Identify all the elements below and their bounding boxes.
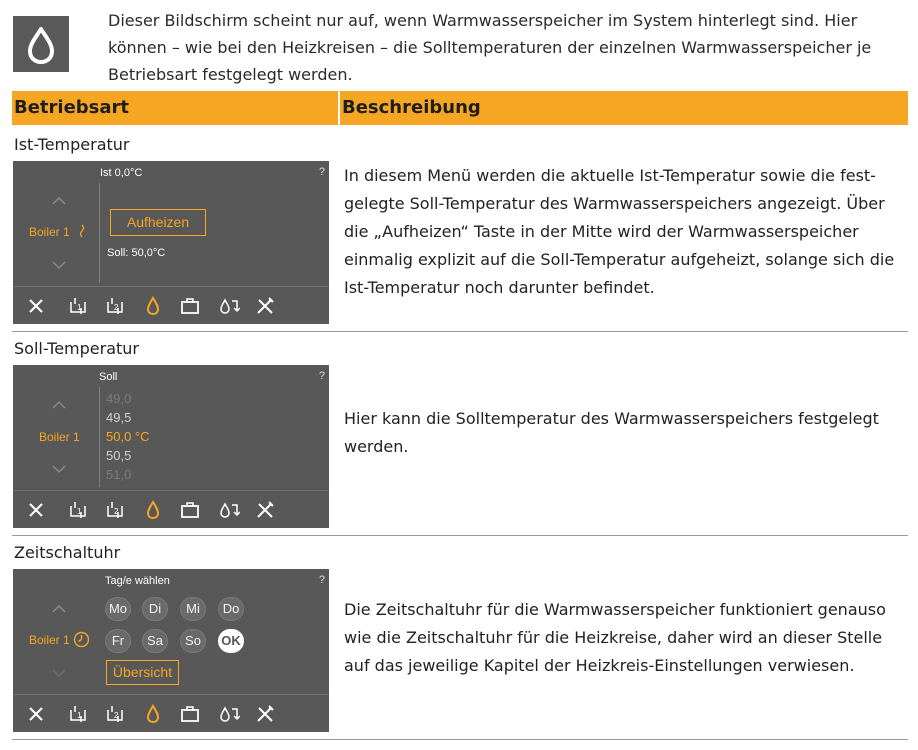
chevron-down-icon[interactable] xyxy=(49,257,69,273)
row-separator xyxy=(12,535,908,536)
day-monday-button[interactable]: Mo xyxy=(105,597,131,621)
device-screen-ist-temperatur xyxy=(13,161,329,324)
clock-icon xyxy=(73,631,90,648)
thermometer-icon xyxy=(77,224,87,238)
close-icon[interactable] xyxy=(25,295,47,317)
svg-text:1: 1 xyxy=(77,303,82,312)
screen-title: Ist 0,0°C xyxy=(100,167,143,179)
hot-water-drop-icon[interactable] xyxy=(142,295,164,317)
help-icon[interactable]: ? xyxy=(318,166,325,178)
bottom-nav-bar xyxy=(13,694,329,732)
water-drop-icon xyxy=(13,16,69,72)
svg-text:1: 1 xyxy=(77,711,82,720)
day-friday-button[interactable]: Fr xyxy=(105,629,131,653)
svg-text:2: 2 xyxy=(114,303,119,312)
heating-circuit-2-icon[interactable] xyxy=(104,499,126,521)
svg-text:1: 1 xyxy=(77,507,82,516)
bottom-nav-bar xyxy=(13,286,329,324)
value-option[interactable]: 49,5 xyxy=(106,410,132,425)
screen-title: Soll xyxy=(99,371,118,383)
holiday-suitcase-icon[interactable] xyxy=(179,703,201,725)
row-title-soll-temperatur: Soll-Temperatur xyxy=(14,339,139,358)
chevron-up-icon[interactable] xyxy=(49,601,69,617)
heating-circuit-2-icon[interactable] xyxy=(104,295,126,317)
day-sunday-button[interactable]: So xyxy=(180,629,206,653)
value-option[interactable]: 50,5 xyxy=(106,448,132,463)
svg-text:2: 2 xyxy=(114,507,119,516)
row-separator xyxy=(12,739,908,740)
close-icon[interactable] xyxy=(25,499,47,521)
drop-arrow-icon[interactable] xyxy=(218,703,240,725)
tools-icon[interactable] xyxy=(254,499,276,521)
heating-circuit-1-icon[interactable] xyxy=(67,295,89,317)
holiday-suitcase-icon[interactable] xyxy=(179,499,201,521)
intro-text: Dieser Bildschirm scheint nur auf, wenn Warmwasserspeicher im System hinterlegt sind. Hier können – wie bei den Heizkreisen – die Solltemperaturen der einzelnen Warmwasserspeicher je Betriebsart festgelegt werden. xyxy=(108,11,872,84)
boiler-label[interactable]: Boiler 1 xyxy=(29,225,70,239)
svg-text:2: 2 xyxy=(114,711,119,720)
row-description-ist-temperatur: In diesem Menü werden die aktuelle Ist-Temperatur sowie die fest-gelegte Soll-Temperatur des Warmwasserspeichers angezeigt. Über die „Aufheizen“ Taste in der Mitte wird der Warmwasserspeicher einmalig explizit auf die Soll-Temperatur aufgeheizt, solange sich die Ist-Temperatur noch darunter befindet. xyxy=(344,166,895,297)
chevron-down-icon[interactable] xyxy=(49,665,69,681)
heating-circuit-1-icon[interactable] xyxy=(67,703,89,725)
header-betriebsart: Betriebsart xyxy=(14,97,130,118)
soll-temperature-value: Soll: 50,0°C xyxy=(107,247,166,259)
hot-water-drop-icon[interactable] xyxy=(142,499,164,521)
chevron-up-icon[interactable] xyxy=(49,397,69,413)
row-description-zeitschaltuhr: Die Zeitschaltuhr für die Warmwasserspeicher funktioniert genauso wie die Zeitschaltuhr für die Heizkreise, daher wird an dieser Stelle auf das jeweilige Kapitel der Heizkreis-Einstellungen verwiesen. xyxy=(344,600,886,675)
drop-arrow-icon[interactable] xyxy=(218,499,240,521)
drop-arrow-icon[interactable] xyxy=(218,295,240,317)
device-screen-zeitschaltuhr xyxy=(13,569,329,732)
heating-circuit-1-icon[interactable] xyxy=(67,499,89,521)
boiler-label[interactable]: Boiler 1 xyxy=(29,633,70,647)
device-screen-soll-temperatur xyxy=(13,365,329,528)
help-icon[interactable]: ? xyxy=(318,574,325,586)
row-title-zeitschaltuhr: Zeitschaltuhr xyxy=(14,543,121,562)
aufheizen-button[interactable]: Aufheizen xyxy=(110,209,206,236)
value-option[interactable]: 51,0 xyxy=(106,467,132,482)
day-tuesday-button[interactable]: Di xyxy=(142,597,168,621)
hot-water-drop-icon[interactable] xyxy=(142,703,164,725)
table-header xyxy=(12,91,908,125)
value-option-selected[interactable]: 50,0 °C xyxy=(106,429,150,444)
tools-icon[interactable] xyxy=(254,703,276,725)
day-thursday-button[interactable]: Do xyxy=(218,597,244,621)
day-wednesday-button[interactable]: Mi xyxy=(180,597,206,621)
tools-icon[interactable] xyxy=(254,295,276,317)
bottom-nav-bar xyxy=(13,490,329,528)
value-option[interactable]: 49,0 xyxy=(106,391,132,406)
row-separator xyxy=(12,331,908,332)
close-icon[interactable] xyxy=(25,703,47,725)
screen-title: Tag/e wählen xyxy=(105,575,170,587)
heating-circuit-2-icon[interactable] xyxy=(104,703,126,725)
row-title-ist-temperatur: Ist-Temperatur xyxy=(14,135,130,154)
chevron-up-icon[interactable] xyxy=(49,193,69,209)
day-saturday-button[interactable]: Sa xyxy=(142,629,168,653)
header-beschreibung: Beschreibung xyxy=(338,91,908,125)
ok-button[interactable]: OK xyxy=(218,629,244,653)
divider xyxy=(99,387,100,487)
chevron-down-icon[interactable] xyxy=(49,461,69,477)
row-description-soll-temperatur: Hier kann die Solltemperatur des Warmwasserspeichers festgelegt werden. xyxy=(344,409,879,456)
divider xyxy=(99,183,100,283)
help-icon[interactable]: ? xyxy=(318,370,325,382)
holiday-suitcase-icon[interactable] xyxy=(179,295,201,317)
boiler-label[interactable]: Boiler 1 xyxy=(39,430,80,444)
uebersicht-button[interactable]: Übersicht xyxy=(106,660,179,685)
